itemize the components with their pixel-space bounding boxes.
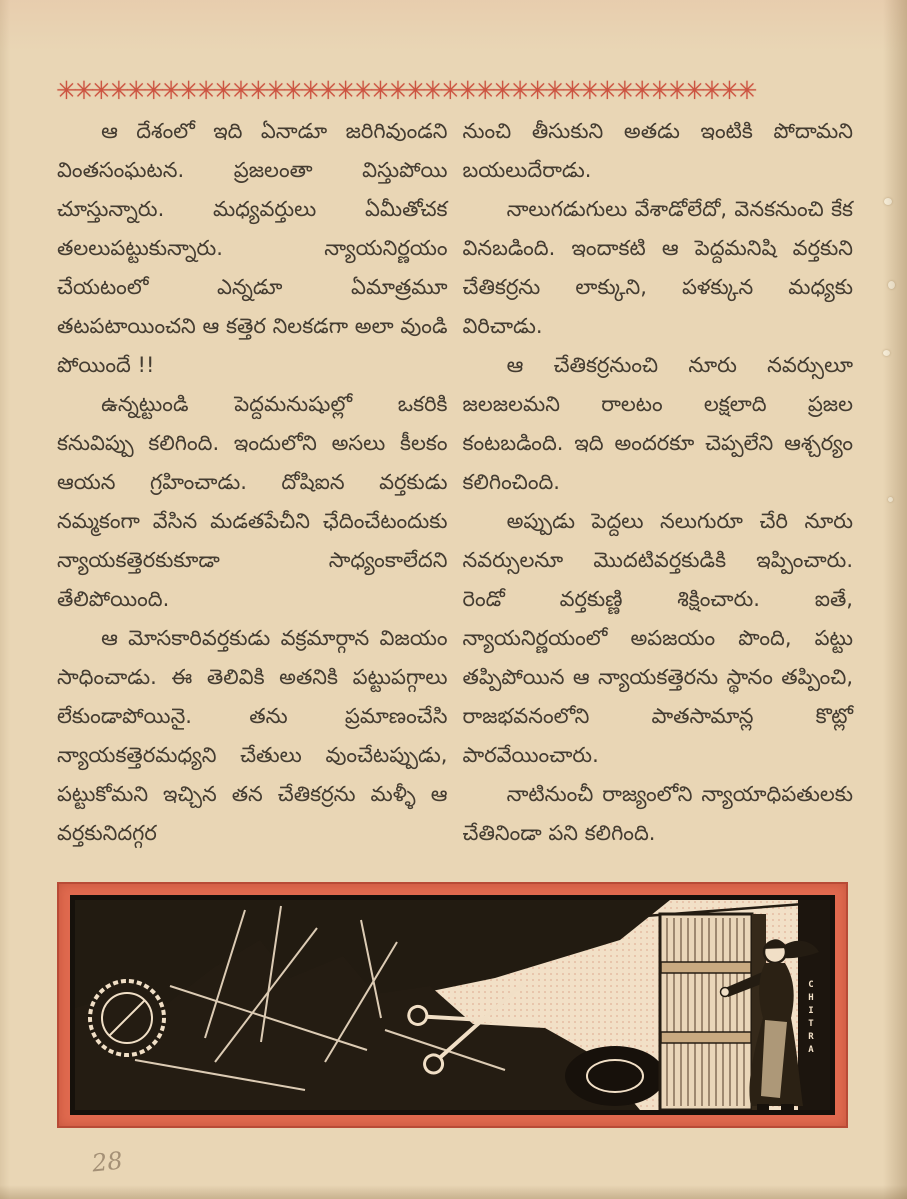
paper-edge-right: [883, 0, 907, 1199]
paragraph: ఆ దేశంలో ఇది ఏనాడూ జరిగివుండని వింతసంఘటన. ప్రజలంతా విస్తుపోయి చూస్తున్నారు. మధ్యవర్తులు ఏమీతోచక తలలుపట్టుకున్నారు. న్యాయనిర్ణయం చేయటంలో ఎన్నడూ ఏమాత్రమూ తటపటాయించని ఆ కత్తెర నిలకడగా అలా వుండి పోయిందే !!: [57, 119, 448, 377]
wheel: [565, 1046, 665, 1106]
illustration-frame: [57, 882, 848, 1128]
paper-edge-left: [0, 0, 10, 1199]
mirror: [90, 981, 164, 1055]
paper-speck: [888, 497, 893, 502]
decorative-border: ✳✳✳✳✳✳✳✳✳✳✳✳✳✳✳✳✳✳✳✳✳✳✳✳✳✳✳✳✳✳✳✳✳✳✳✳✳✳✳✳: [56, 76, 754, 105]
paper-edge-bottom: [0, 1185, 907, 1199]
page-number: 28: [90, 1146, 124, 1178]
paragraph: ఉన్నట్టుండి పెద్దమనుషుల్లో ఒకరికి కనువిప్పు కలిగింది. ఇందులోని అసలు కీలకం ఆయన గ్రహించాడు. దోషిఐన వర్తకుడు నమ్మకంగా వేసిన మడతపేచీని ఛేదించేటందుకు న్యాయకత్తెరకుకూడా సాధ్యంకాలేదని తేలిపోయింది.: [57, 392, 448, 611]
paragraph: ఆ మోసకారివర్తకుడు వక్రమార్గాన విజయం సాధించాడు. ఈ తెలివికి అతనికి పట్టుపగ్గాలు లేకుండాపోయినై. తను ప్రమాణంచేసి న్యాయకత్తెరమధ్యని చేతులు వుంచేటప్పుడు, పట్టుకోమని ఇచ్చిన తన చేతికర్రను మళ్ళీ ఆ వర్తకునిదగ్గర: [57, 626, 448, 845]
illustration: [70, 895, 835, 1115]
column-right: [463, 112, 854, 880]
artist-signature: CHITRA: [806, 979, 816, 1058]
paragraph: అప్పుడు పెద్దలు నలుగురూ చేరి నూరు నవర్సులనూ మొదటివర్తకుడికి ఇప్పించారు. రెండో వర్తకుణ్ణి శిక్షించారు. ఐతే, న్యాయనిర్ణయంలో అపజయం పొంది, పట్టు తప్పిపోయిన ఆ న్యాయకత్తెరను స్థానం తప్పించి, రాజభవనంలోని పాతసామాన్ల కొట్లో పారవేయించారు.: [462, 509, 853, 767]
paper-edge-top: [0, 0, 907, 52]
junk-pile-and-door-drawing: [75, 900, 830, 1110]
paper-speck: [883, 350, 890, 356]
paper-speck: [888, 281, 895, 289]
paragraph: నాలుగడుగులు వేశాడోలేదో, వెనకనుంచి కేక వినబడింది. ఇందాకటి ఆ పెద్దమనిషి వర్తకుని చేతికర్రను లాక్కుని, పళక్కున మధ్యకు విరిచాడు.: [462, 197, 853, 338]
article-columns: [57, 112, 853, 880]
paragraph: నుంచి తీసుకుని అతడు ఇంటికి పోదామని బయలుదేరాడు.: [462, 119, 853, 182]
column-left: [57, 112, 448, 880]
paper-speck: [884, 198, 892, 205]
paragraph: నాటినుంచీ రాజ్యంలోని న్యాయాధిపతులకు చేతినిండా పని కలిగింది.: [462, 782, 853, 845]
paragraph: ఆ చేతికర్రనుంచి నూరు నవర్సులూ జలజలమని రాలటం లక్షలాది ప్రజల కంటబడింది. ఇది అందరకూ చెప్పలేని ఆశ్చర్యం కలిగించింది.: [462, 353, 853, 494]
